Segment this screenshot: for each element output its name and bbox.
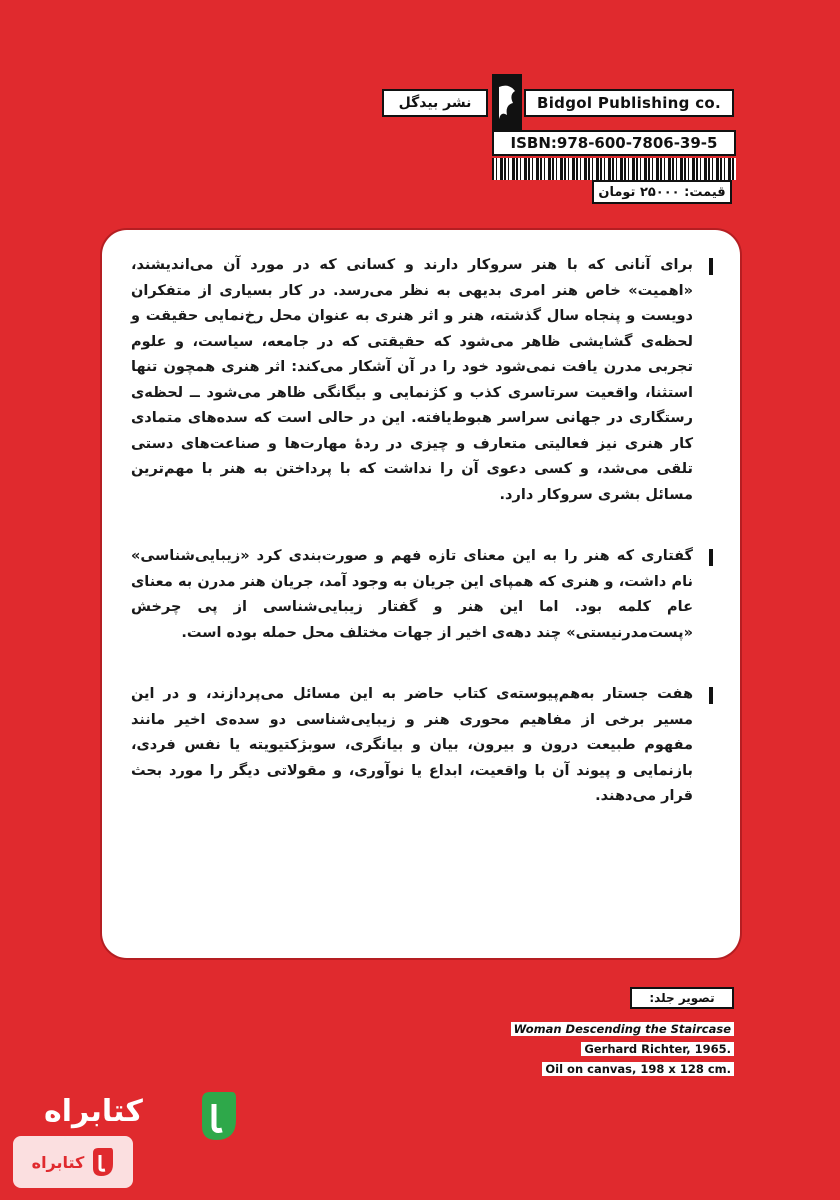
publisher-name-en: Bidgol Publishing co. [524, 89, 734, 117]
blurb-paragraph-1 [131, 253, 699, 508]
blurb-paragraph-3 [131, 682, 699, 810]
publisher-logo-icon [492, 74, 522, 132]
cover-artwork-artist: Gerhard Richter, 1965. [581, 1042, 734, 1056]
blurb-paragraph-3-text: هفت جستار به‌هم‌پیوسته‌ی کتاب حاضر به این مسائل می‌پردازند، و در این مسیر برخی از مفاهیم محوری هنر و زیبایی‌شناسی دو سده‌ی اخیر مانند مفهوم طبیعت درون و بیرون، بیان و بیانگری، سوبژکتیویته یا نفس فردی، بازنمایی و پیوند آن با واقعیت، ابداع یا نوآوری، و مقولاتی دیگر را مورد بحث قرار می‌دهند. [131, 686, 693, 804]
cover-credit [434, 1018, 734, 1078]
leaf-logo-icon [196, 1090, 238, 1142]
isbn-label: ISBN:978-600-7806-39-5 [492, 130, 736, 156]
watermark-brand-text: کتابراه [44, 1094, 143, 1129]
cover-artwork-title: Woman Descending the Staircase [511, 1022, 734, 1036]
watermark-badge [13, 1136, 133, 1188]
paragraph-marker [709, 258, 713, 275]
publisher-name-fa: نشر بیدگل [382, 89, 488, 117]
price-label: قیمت: ۲۵۰۰۰ تومان [592, 180, 732, 204]
watermark-badge-text: کتابراه [31, 1152, 85, 1172]
cover-credit-label: تصویر جلد: [630, 987, 734, 1009]
paragraph-marker [709, 687, 713, 704]
paragraph-marker [709, 549, 713, 566]
blurb-paragraph-2-text: گفتاری که هنر را به این معنای تازه فهم و صورت‌بندی کرد «زیبایی‌شناسی» نام داشت، و هنری که همپای این جریان به وجود آمد، جریان هنر مدرن به معنای عام کلمه بود. اما این هنر و گفتار زیبایی‌شناسی از پی چرخش «پست‌مدرنیستی» چند دهه‌ی اخیر از جهات مختلف محل حمله بوده است. [131, 548, 693, 641]
barcode [492, 158, 736, 180]
cover-artwork-medium: Oil on canvas, 198 x 128 cm. [542, 1062, 734, 1076]
leaf-logo-icon [90, 1147, 114, 1177]
blurb-card [105, 233, 737, 955]
blurb-paragraph-1-text: برای آنانی که با هنر سروکار دارند و کسانی که در مورد آن می‌اندیشند، «اهمیت» خاص هنر امری بدیهی به نظر می‌رسد. در کار بسیاری از متفکران دویست و پنجاه سال گذشته، هنر و اثر هنری به عنوان محل رخ‌نمایی حقیقت و لحظه‌ی گشایشی ظاهر می‌شود که حقیقتی که در جامعه، سیاست، و علوم تجربی مدرن یافت نمی‌شود خود را در آن آشکار می‌کند: اثر هنری همچون تنها استثنا، واقعیت سرتاسری کذب و کژنمایی و بیگانگی ظاهر می‌شود ــ لحظه‌ی رستگاری در جهانی سراسر هبوط‌یافته. این در حالی است که سده‌های متمادی کار هنری نیز فعالیتی متعارف و چیزی در ردهٔ مهارت‌ها و صناعت‌های دستی تلقی می‌شد، و کسی دعوی آن را نداشت که با پرداختن به هنر با مهم‌ترین مسائل بشری سروکار دارد. [131, 257, 693, 503]
publisher-block [382, 74, 734, 186]
blurb-paragraph-2 [131, 544, 699, 646]
